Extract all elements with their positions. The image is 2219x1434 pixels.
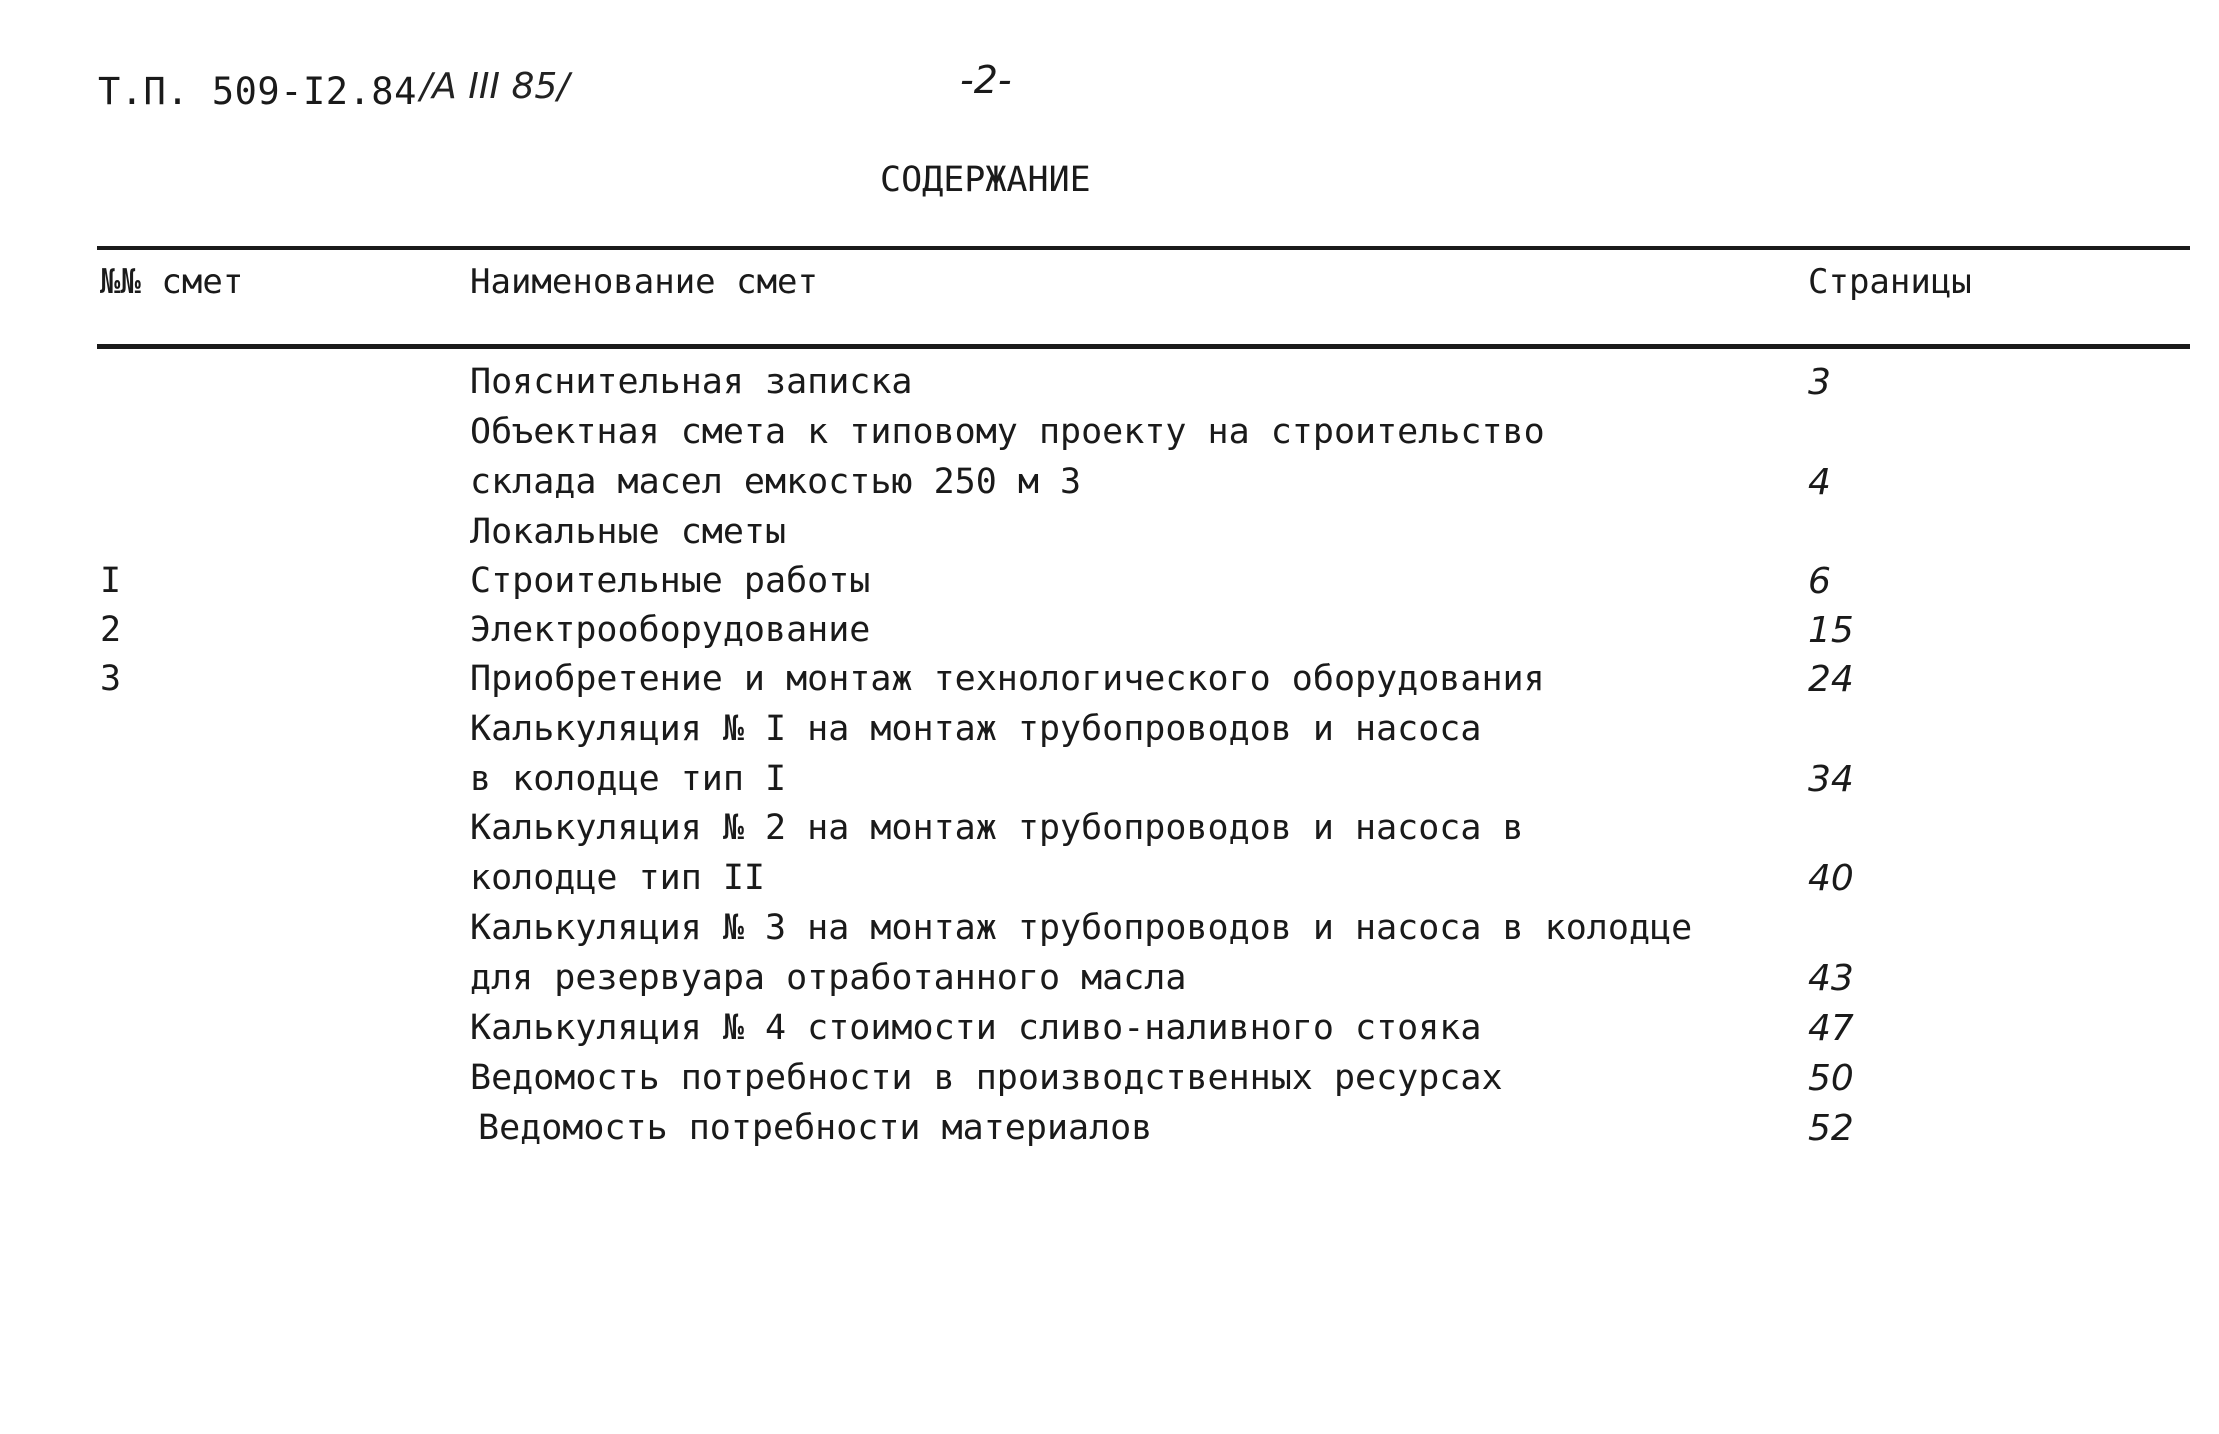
table-row — [0, 412, 2219, 462]
row-name: Ведомость потребности в производственных ресурсах — [470, 1058, 1503, 1098]
row-page: 40 — [1808, 858, 1854, 899]
column-header-pages: Страницы — [1808, 262, 1972, 302]
row-page: 47 — [1808, 1008, 1854, 1049]
row-name: склада масел емкостью 250 м 3 — [470, 462, 1082, 502]
row-number: 2 — [100, 610, 122, 650]
row-name: колодце тип II — [470, 858, 766, 898]
row-name: Пояснительная записка — [470, 362, 913, 402]
row-page: 50 — [1808, 1058, 1854, 1099]
row-name: Строительные работы — [470, 561, 871, 601]
table-row — [0, 659, 2219, 709]
table-header-rule — [97, 344, 2190, 349]
row-page: 24 — [1808, 659, 1854, 700]
table-row — [0, 561, 2219, 611]
table-row — [0, 958, 2219, 1008]
row-number: I — [100, 561, 122, 601]
row-name: Объектная смета к типовому проекту на строительство — [470, 412, 1545, 452]
table-top-rule — [97, 246, 2190, 250]
row-name: Калькуляция № 3 на монтаж трубопроводов и насоса в колодце — [470, 908, 1693, 948]
row-name: Калькуляция № 4 стоимости сливо-наливного стояка — [470, 1008, 1482, 1048]
table-row — [0, 1058, 2219, 1108]
table-row — [0, 908, 2219, 958]
table-row — [0, 362, 2219, 412]
row-page: 34 — [1808, 759, 1854, 800]
row-name: Электрооборудование — [470, 610, 871, 650]
table-row — [0, 1008, 2219, 1058]
row-name: в колодце тип I — [470, 759, 787, 799]
row-name: для резервуара отработанного масла — [470, 958, 1187, 998]
row-name: Приобретение и монтаж технологического оборудования — [470, 659, 1545, 699]
row-page: 52 — [1808, 1108, 1854, 1149]
table-row — [0, 858, 2219, 908]
row-page: 43 — [1808, 958, 1854, 999]
table-row — [0, 610, 2219, 660]
row-number: 3 — [100, 659, 122, 699]
page-number: -2- — [960, 58, 1012, 102]
row-name: Ведомость потребности материалов — [478, 1108, 1153, 1148]
table-row — [0, 512, 2219, 562]
row-page: 15 — [1808, 610, 1854, 651]
row-name: Локальные сметы — [470, 512, 787, 552]
column-header-name: Наименование смет — [470, 262, 818, 302]
table-row — [0, 462, 2219, 512]
handwritten-reference: /А III 85/ — [420, 66, 570, 107]
table-row — [0, 808, 2219, 858]
column-header-number: №№ смет — [100, 262, 244, 302]
table-row — [0, 709, 2219, 759]
table-row — [0, 759, 2219, 809]
document-title: СОДЕРЖАНИЕ — [880, 160, 1091, 200]
table-row — [0, 1108, 2219, 1158]
row-name: Калькуляция № 2 на монтаж трубопроводов и насоса в — [470, 808, 1524, 848]
document-code: Т.П. 509-I2.84 — [98, 70, 417, 113]
row-name: Калькуляция № I на монтаж трубопроводов и насоса — [470, 709, 1482, 749]
row-page: 6 — [1808, 561, 1831, 602]
row-page: 3 — [1808, 362, 1831, 403]
row-page: 4 — [1808, 462, 1831, 503]
